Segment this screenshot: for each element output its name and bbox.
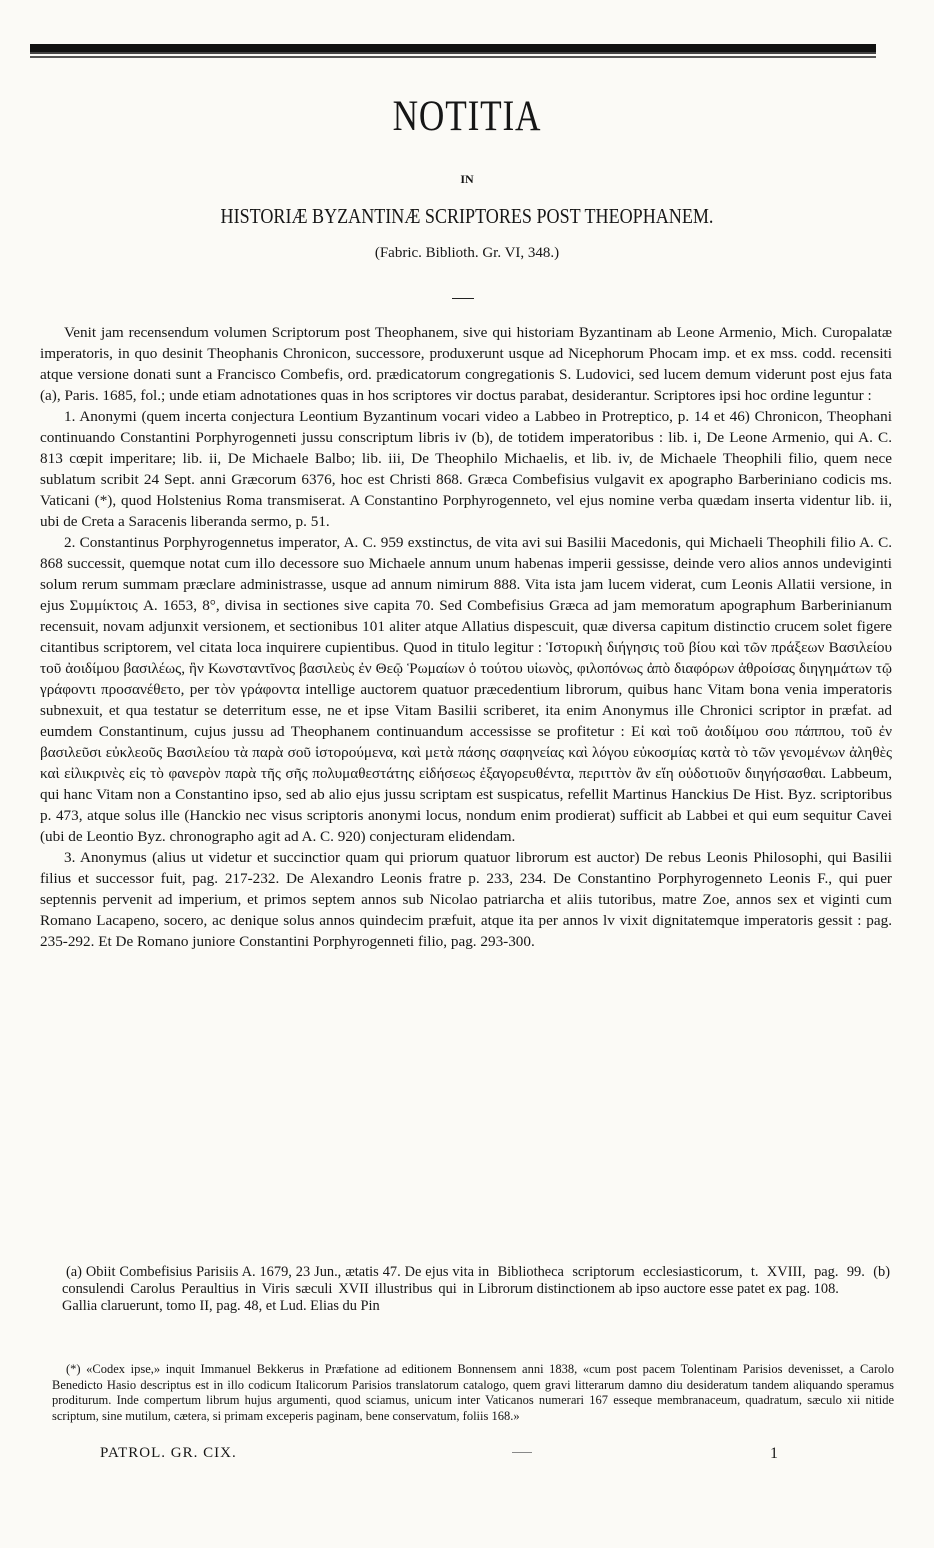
page-number: 1 (770, 1445, 778, 1462)
source-reference: (Fabric. Biblioth. Gr. VI, 348.) (374, 245, 560, 261)
paragraph-1: 1. Anonymi (quem incerta conjectura Leontium Byzantinum vocari video a Labbeo in Protreptico, p. 14 et 46) Chronicon, Theophani continuando Constantini Porphyrogenneti jussu conscriptum libris iv (b), de totidem imperatoribus : lib. i, De Leone Armenio, qui A. C. 813 cœpit imperitare; lib. ii, De Michaele Balbo; lib. iii, De Theophilo Michaelis, et lib. iv, de Michaele Theophili filio, quem nece sublatum scribit 24 Sept. anni Græcorum 6376, hoc est Christi 868. Græca Combefisius vulgavit ex apographo Barberiniano codicis ms. Vaticani (*), quod Holstenius Roma transmiserat. A Constantino Porphyrogenneto, vel ejus nomine verba quædam inserta videntur lib. ii, ubi de Creta a Saracenis liberanda sermo, p. 51. (40, 408, 892, 530)
footnote-left: (a) Obiit Combefisius Parisiis A. 1679, 23 Jun., ætatis 47. De ejus vita consulendi Carolus Peraultius in Viris sæculi XVII illustribus qui in Gallia claruerunt, tomo II, pag. 48, et Lud. Elias du Pin (62, 1264, 474, 1314)
paragraph-2: 2. Constantinus Porphyrogennetus imperator, A. C. 959 exstinctus, de vita avi sui Basilii Macedonis, qui Michaeli Theophili filio A. C. 868 successit, quemque notat cum illo decessore suo Michaele annum unum habenas imperii gessisse, deinde vero alios annos undeviginti solum rerum summam præclare administrasse, usque ad annum nimirum 888. Vita ista jam lucem viderat, cum Leonis Allatii versione, in ejus Συμμίκτοις A. 1653, 8°, divisa in sectiones sive capita 70. Sed Combefisius Græca ad jam memoratum apographum Barberinianum recensuit, novam adjunxit versionem, et sectionibus 101 aliter atque Allatius dispescuit, quæ diversa capitum distinctio crucem solet figere citantibus scriptorem, vel citata loca inquirere cupientibus. Quod in titulo legitur : Ἱστορικὴ διήγησις τοῦ βίου καὶ τῶν πράξεων Βασιλείου τοῦ ἀοιδίμου βασιλέως, ἣν Κωνσταντῖνος βασιλεὺς ἐν Θεῷ Ῥωμαίων ὁ τούτου υἱωνὸς, φιλοπόνως ἀπὸ διαφόρων ἀθροίσας διηγημάτων τῷ γράφοντι προσανέθετο, per τὸν γράφοντα intellige auctorem quatuor præcedentium librorum, quibus hanc Vitam bona venia imperatoris subnexuit, et qua testatur se deterritum esse, ne et ipse Vitam Basilii scriberet, ita enim Anonymus ille Chronici scriptor in præfat. ad eumdem Constantinum, cujus jussu ad Theophanem continuandum accessisse se profitetur : Εἰ καὶ τοῦ ἀοιδίμου σου πάππου, τοῦ ἐν βασιλεῦσι εὐκλεοῦς Βασιλείου τὰ παρὰ σοῦ ἱστορούμενα, καὶ μετὰ πάσης σαφηνείας καὶ λόγου εὐκοσμίας κατὰ τὸ τῶν γενομένων ἀληθὲς καὶ εἰλικρινὲς εἰς τὸ φανερὸν παρὰ τῆς σῆς πολυμαθεστάτης εἰδήσεως ἐξαγορευθέντα, περιττὸν ἂν εἴη οὐδοτιοῦν διηγήσασθαι. Labbeum, qui hanc Vitam non a Constantino ipso, sed ab alio ejus jussu scriptam est suspicatus, refellit Martinus Hanckius De Hist. Byz. scriptoribus p. 473, atque solus ille (Hanckio nec visus scriptoris anonymi locus, nondum enim prodierat) sufficit ab Labbei et qui eum sequitur Cavei (ubi de Leontio Byz. chronographo agit ad A. C. 920) conjecturam elidendam. (40, 534, 892, 845)
paragraph-intro: Venit jam recensendum volumen Scriptorum post Theophanem, sive qui historiam Byzantinam ab Leone Armenio, Mich. Curopalatæ imperatoris, in quo desinit Theophanis Chronicon, successore, produxerunt usque ad Nicephorum Phocam imp. et ex mss. codd. recensiti atque versione donati sunt a Francisco Combefis, ord. prædicatorum congregationis S. Ludovici, sed lucem demum viderunt post ejus fata (a), Paris. 1685, fol.; unde etiam adnotationes quas in hos scriptores vir doctus parabat, desiderantur. Scriptores ipsi hoc ordine leguntur : (40, 324, 892, 404)
page-title: NOTITIA (392, 93, 542, 140)
title-preposition: IN (460, 172, 474, 186)
top-rule (30, 44, 876, 54)
section-divider (452, 298, 474, 299)
footer-divider (512, 1452, 532, 1453)
page-subtitle: HISTORIÆ BYZANTINÆ SCRIPTORES POST THEOPHANEM. (220, 204, 714, 228)
footnote-star: (*) «Codex ipse,» inquit Immanuel Bekkerus in Præfatione ad editionem Bonnensem anni 1838, «cum post pacem Tolentinam Parisios devenisset, a Carolo Benedicto Hasio descriptus est in illo codicum Italicorum Parisios translatorum catalogo, quem gravi litterarum damno diu desideratum tandem aliquando speramus proditurum. Inde compertum librum hujus argumenti, quod sciamus, unicum inter Vaticanos numerari 167 esseque membranaceum, quadratum, sæculo xii nitide scriptum, sine mutilum, cætera, si primam exceperis paginam, bene conservatum, foliis 168.» (52, 1362, 894, 1423)
paragraph-3: 3. Anonymus (alius ut videtur et succinctior quam qui priorum quatuor librorum est auctor) De rebus Leonis Philosophi, qui Basilii filius et successor fuit, pag. 217-232. De Alexandro Leonis fratre p. 233, 234. De Constantino Porphyrogenneto Leonis F., qui puer septennis pervenit ad imperium, et primos septem annos sub Nicolao patriarcha et aliis tutoribus, matre Zoe, annos sex et viginti cum Romano Lacapeno, socero, ac denique solus annos quindecim præfuit, atque ita per annos lv vixit dignitatemque imperatoris gessit : pag. 235-292. Et De Romano juniore Constantini Porphyrogenneti filio, pag. 293-300. (40, 849, 892, 950)
main-text (40, 322, 892, 952)
top-rule-thin (30, 56, 876, 58)
footer-volume: PATROL. GR. CIX. (100, 1445, 237, 1461)
footnote-right: in Bibliotheca scriptorum ecclesiasticorum, t. XVIII, pag. 99. (b) Librorum distinctionem ab ipso auctore esse patet ex pag. 108. (478, 1264, 890, 1297)
